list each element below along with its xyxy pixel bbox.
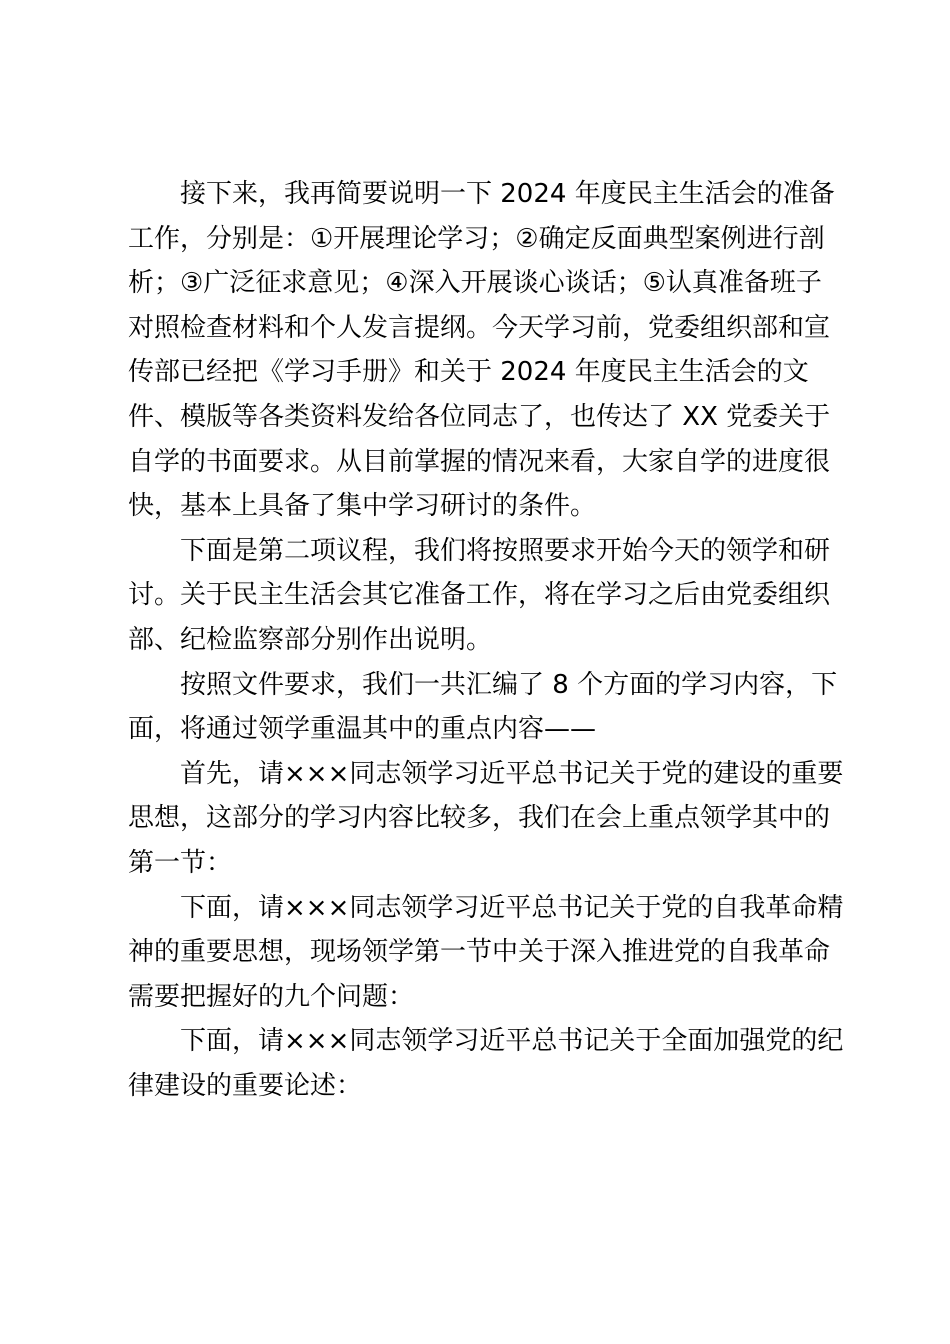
- paragraph-line: 传部已经把《学习手册》和关于 2024 年度民主生活会的文: [128, 357, 809, 388]
- paragraph-line: 首先，请×××同志领学习近平总书记关于党的建设的重要: [180, 758, 844, 789]
- paragraph-line: 工作，分别是：①开展理论学习；②确定反面典型案例进行剖: [128, 223, 825, 254]
- paragraph-preparation-work: [128, 172, 835, 529]
- paragraph-line: 部、纪检监察部分别作出说明。: [128, 624, 493, 655]
- paragraph-second-agenda: [128, 529, 830, 663]
- paragraph-line: 讨。关于民主生活会其它准备工作，将在学习之后由党委组织: [128, 580, 831, 611]
- paragraph-line: 思想，这部分的学习内容比较多，我们在会上重点领学其中的: [128, 803, 831, 834]
- paragraph-study-content: [128, 663, 838, 752]
- paragraph-line: 按照文件要求，我们一共汇编了 8 个方面的学习内容，下: [180, 669, 838, 700]
- paragraph-line: 下面，请×××同志领学习近平总书记关于全面加强党的纪: [180, 1026, 844, 1057]
- paragraph-first-lead-study: [128, 752, 844, 886]
- paragraph-line: 面，将通过领学重温其中的重点内容——: [128, 714, 597, 745]
- paragraph-line: 快，基本上具备了集中学习研讨的条件。: [128, 491, 597, 522]
- paragraph-line: 需要把握好的九个问题：: [128, 981, 415, 1012]
- paragraph-line: 接下来，我再简要说明一下 2024 年度民主生活会的准备: [180, 179, 835, 209]
- paragraph-line: 律建设的重要论述：: [128, 1070, 363, 1101]
- paragraph-line: 析；③广泛征求意见；④深入开展谈心谈话；⑤认真准备班子: [128, 268, 822, 299]
- paragraph-line: 第一节：: [128, 847, 233, 878]
- paragraph-line: 自学的书面要求。从目前掌握的情况来看，大家自学的进度很: [128, 446, 831, 477]
- paragraph-line: 下面是第二项议程，我们将按照要求开始今天的领学和研: [180, 535, 831, 566]
- paragraph-line: 对照检查材料和个人发言提纲。今天学习前，党委组织部和宣: [128, 312, 831, 343]
- document-body: [128, 172, 844, 1108]
- paragraph-line: 件、模版等各类资料发给各位同志了，也传达了 XX 党委关于: [128, 401, 831, 432]
- paragraph-line: 神的重要思想，现场领学第一节中关于深入推进党的自我革命: [128, 937, 831, 968]
- paragraph-discipline-study: [128, 1019, 844, 1108]
- paragraph-line: 下面，请×××同志领学习近平总书记关于党的自我革命精: [180, 892, 844, 923]
- paragraph-self-revolution-study: [128, 886, 844, 1020]
